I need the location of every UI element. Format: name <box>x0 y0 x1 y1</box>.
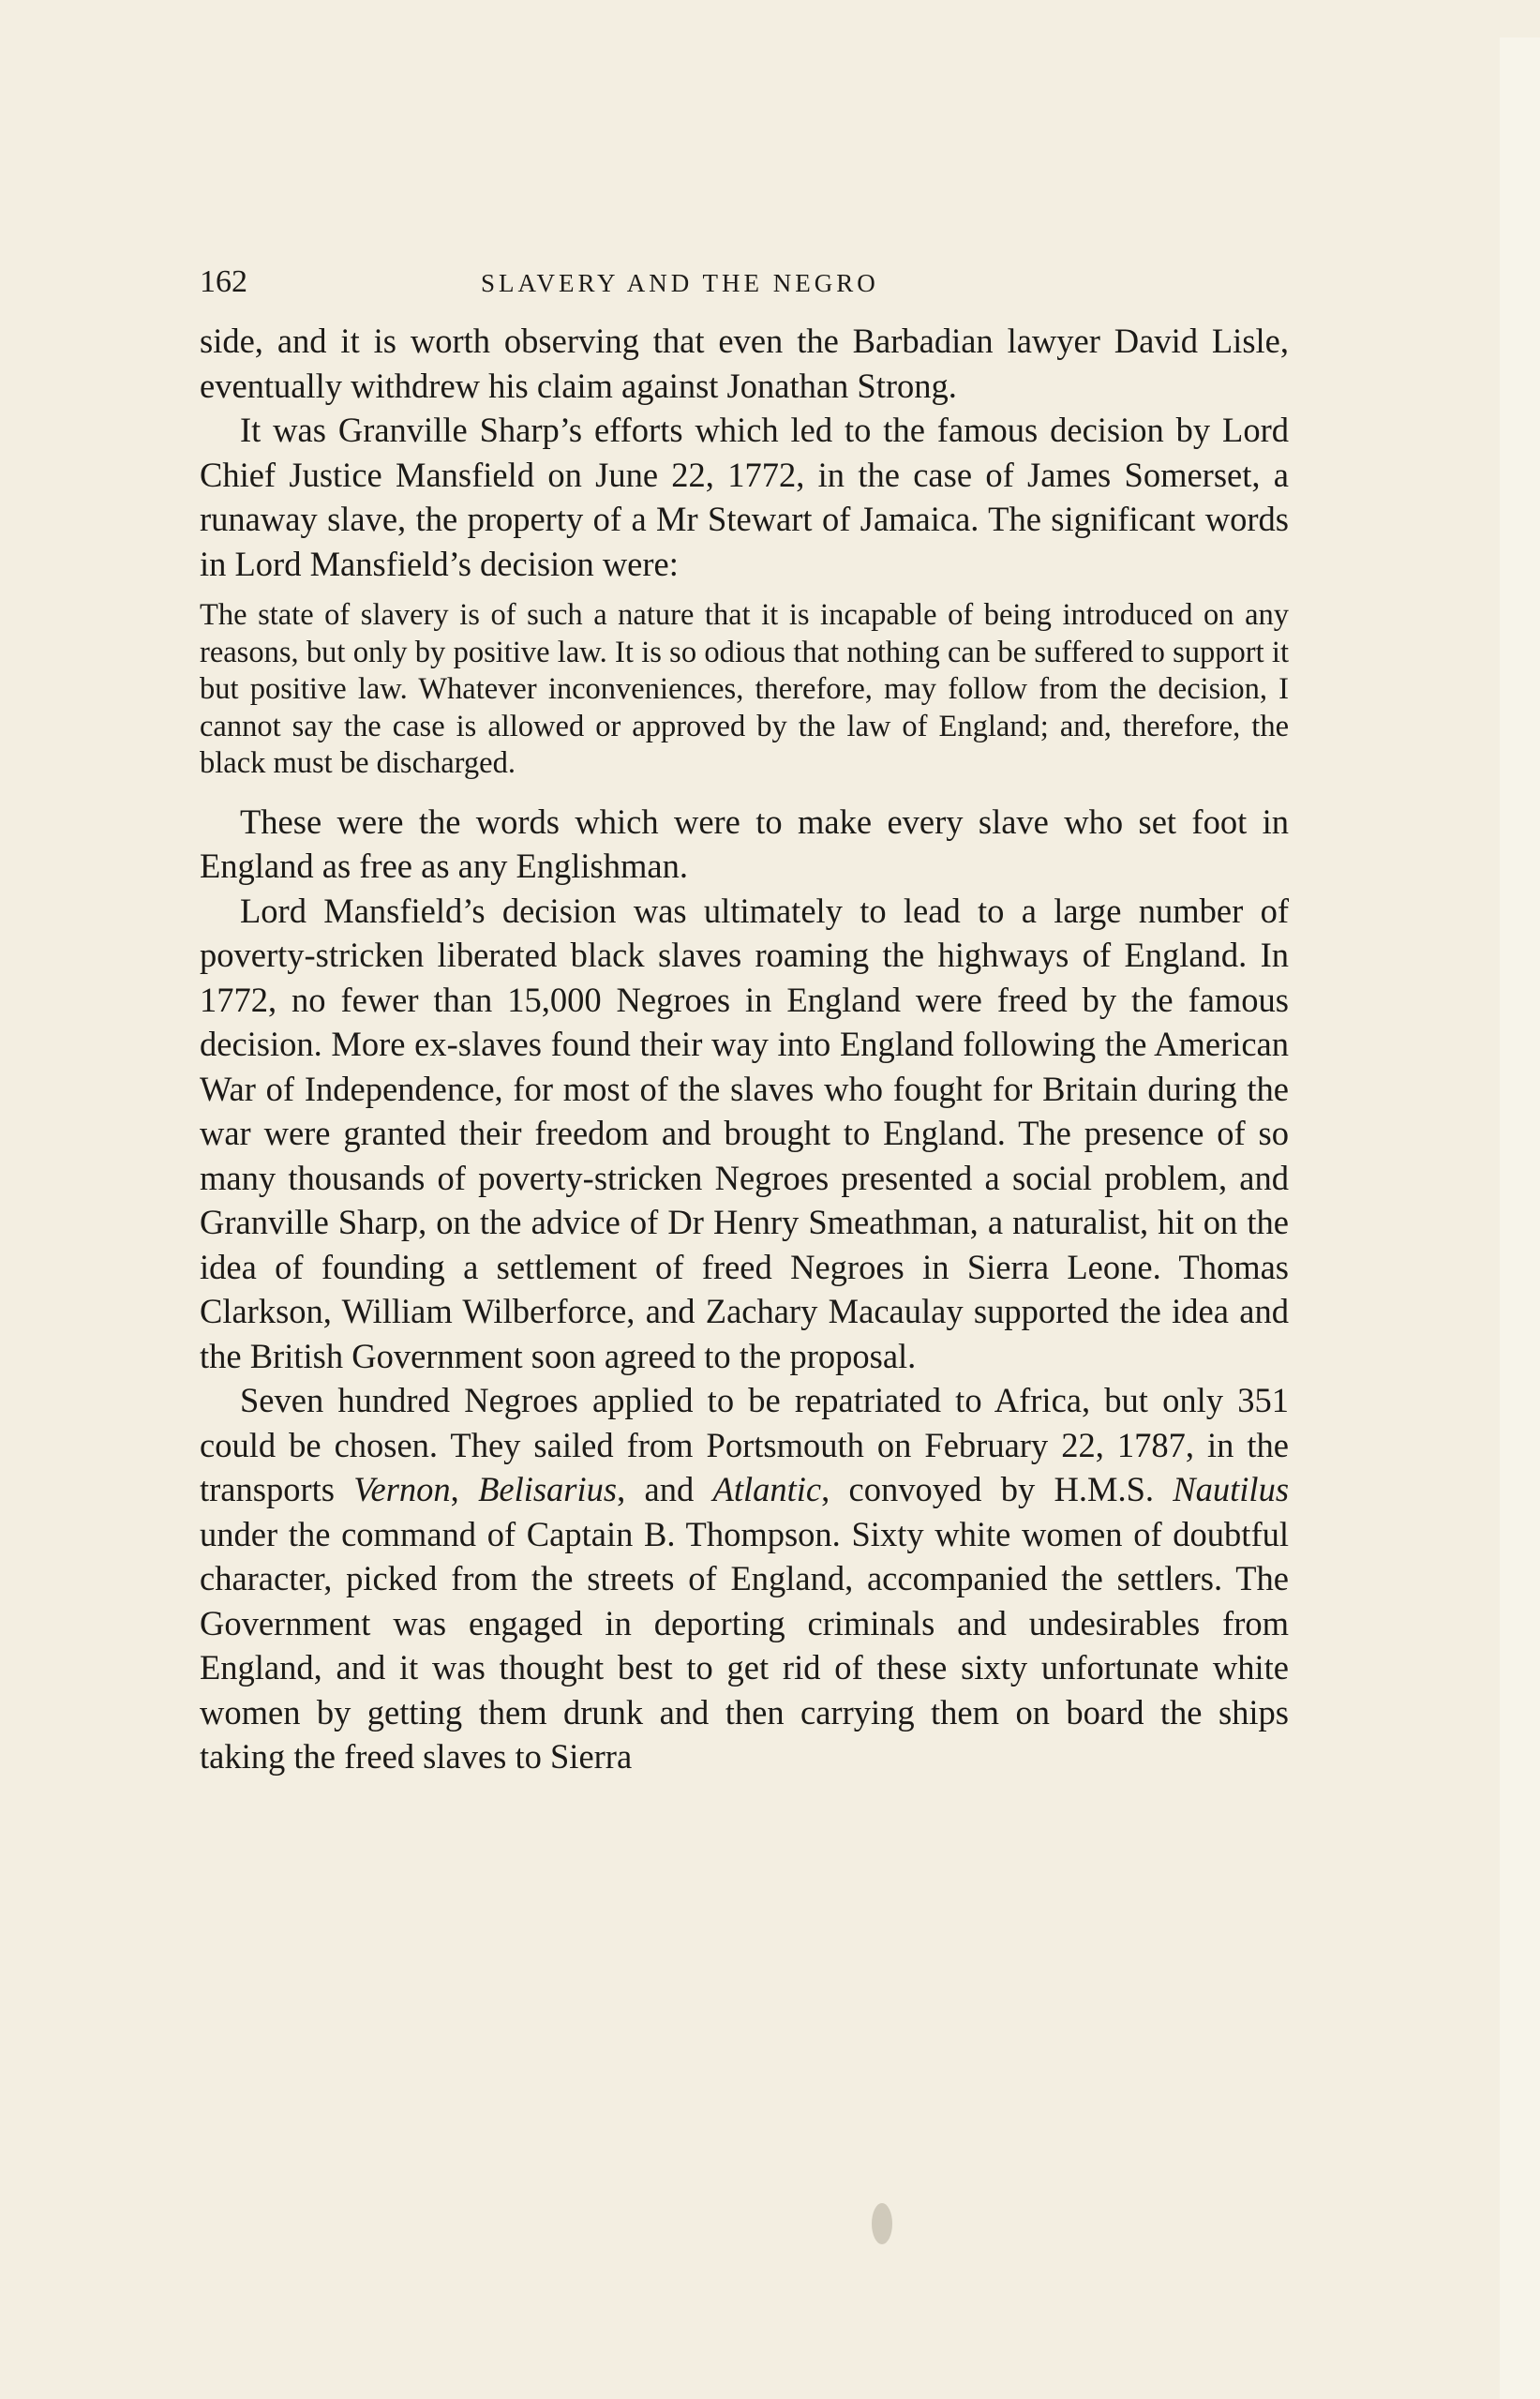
ink-stain <box>872 2203 892 2244</box>
ship-name-vernon: Vernon <box>353 1470 451 1508</box>
paragraph-4: Lord Mansfield’s decision was ultimately to lead to a large number of poverty-stricken liberated black slaves roaming the highways of England. In 1772, no fewer than 15,000 Negroes in England were freed by the famous decision. More ex-slaves found their way into England following the American War of Independence, for most of the slaves who fought for Britain during the war were granted their freedom and brought to England. The presence of so many thousands of poverty-stricken Negroes presented a social problem, and Granville Sharp, on the advice of Dr Henry Smeathman, a naturalist, hit on the idea of founding a settlement of freed Negroes in Sierra Leone. Thomas Clarkson, William Wilberforce, and Zachary Macaulay supported the idea and the British Government soon agreed to the proposal. <box>200 891 1289 1375</box>
text-block <box>200 264 1289 1779</box>
block-quote: The state of slavery is of such a nature that it is incapable of being introduced on any reasons, but only by positive law. It is so odious that nothing can be suffered to support it but positive law. Whatever inconveniences, therefore, may follow from the decision, I cannot say the case is allowed or approved by the law of England; and, therefore, the black must be discharged. <box>200 598 1289 780</box>
page-edge <box>1500 37 1540 2399</box>
paragraph-3: These were the words which were to make every slave who set foot in England as free as any Englishman. <box>200 802 1289 885</box>
running-head: SLAVERY AND THE NEGRO <box>481 269 879 297</box>
paragraph-5-text-d: , convoyed by H.M.S. <box>821 1470 1174 1508</box>
paragraph-5-text-c: , and <box>617 1470 713 1508</box>
paragraph-1: side, and it is worth observing that even the Barbadian lawyer David Lisle, eventually withdrew his claim against Jonathan Strong. <box>200 322 1289 405</box>
ship-name-nautilus: Nautilus <box>1173 1470 1290 1508</box>
ship-name-atlantic: Atlantic <box>712 1470 822 1508</box>
ship-name-belisarius: Belisarius <box>478 1470 618 1508</box>
page-header <box>200 264 1289 311</box>
paragraph-5-text-a: Seven hundred Negroes applied to be repatriated to Africa, but only 351 could be chosen. They sailed from Portsmouth on February 22, 1787, in the transports <box>200 1381 1289 1508</box>
paragraph-5 <box>200 1378 1289 1779</box>
page-number: 162 <box>200 264 247 299</box>
paragraph-5-text-b: , <box>450 1470 479 1508</box>
paragraph-2: It was Granville Sharp’s efforts which led to the famous decision by Lord Chief Justice Mansfield on June 22, 1772, in the case of James Somerset, a runaway slave, the property of a Mr Stewart of Jamaica. The significant words in Lord Mansfield’s decision were: <box>200 411 1289 583</box>
paragraph-5-text-e: under the command of Captain B. Thompson. Sixty white women of doubtful character, picked from the streets of England, accompanied the settlers. The Government was engaged in deporting criminals and undesirables from England, and it was thought best to get rid of these sixty unfortunate white women by getting them drunk and then carrying them on board the ships taking the freed slaves to Sierra <box>200 1514 1289 1776</box>
